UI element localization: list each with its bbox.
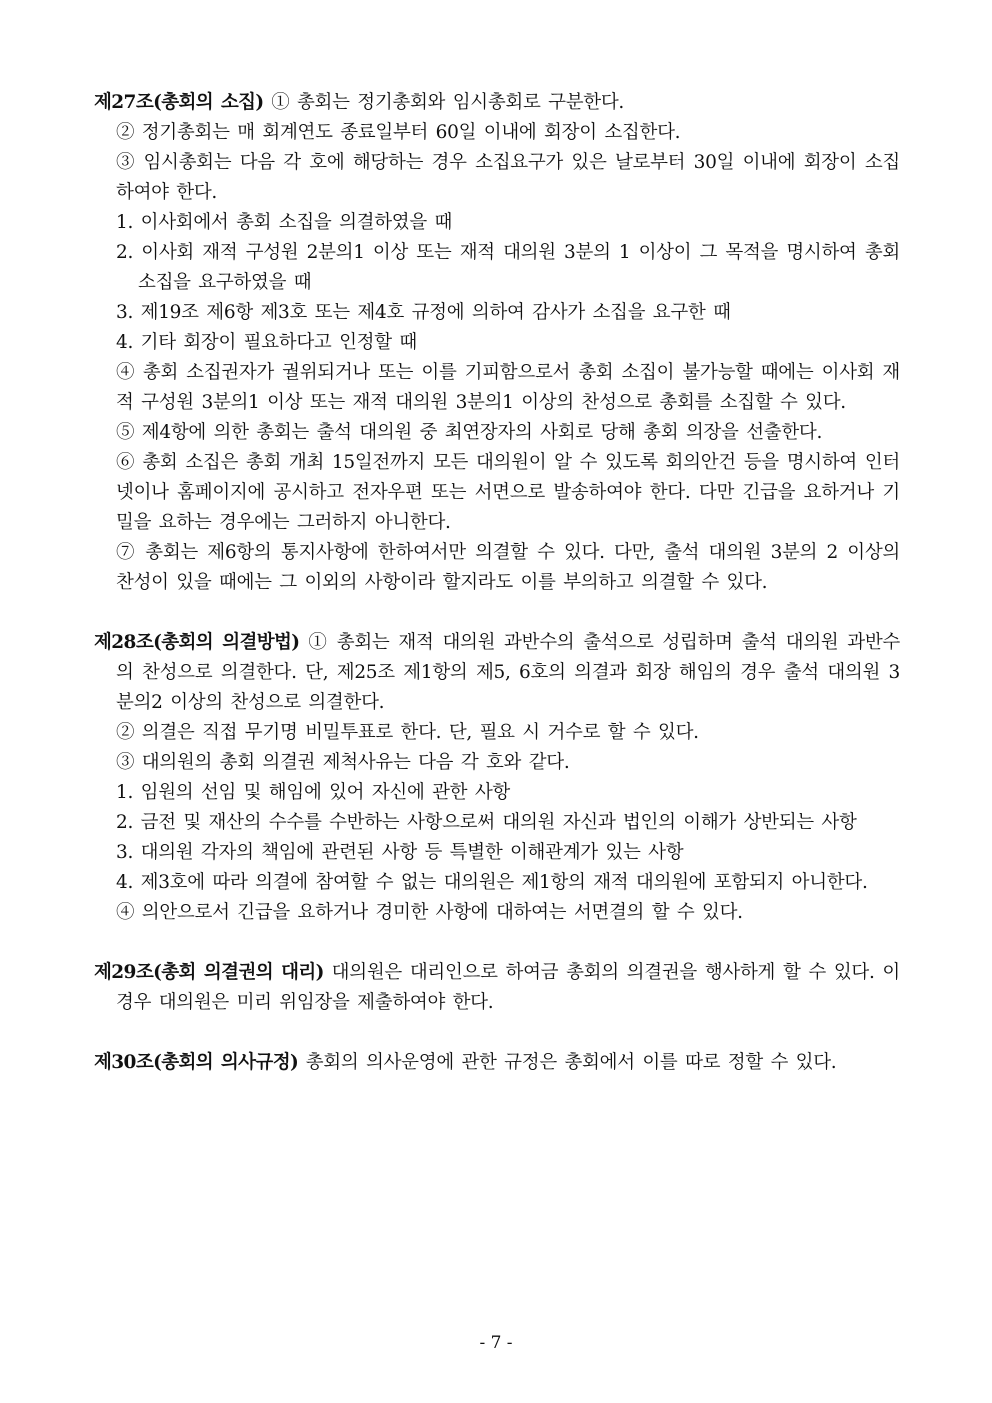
- paragraph: ④ 총회 소집권자가 궐위되거나 또는 이를 기피함으로서 총회 소집이 불가능할 때에는 이사회 재적 구성원 3분의1 이상 또는 재적 대의원 3분의1 이상의 찬성으로 총회를 소집할 수 있다.: [116, 362, 900, 413]
- paragraph: ⑦ 총회는 제6항의 통지사항에 한하여서만 의결할 수 있다. 다만, 출석 대의원 3분의 2 이상의 찬성이 있을 때에는 그 이외의 사항이라 할지라도 이를 부의하고 의결할 수 있다.: [116, 542, 900, 593]
- article-title: 제27조(총회의 소집): [94, 92, 264, 113]
- article-first-clause: 대의원은 대리인으로 하여금 총회의 의결권을 행사하게 할 수 있다. 이 경우 대의원은 미리 위임장을 제출하여야 한다.: [116, 962, 900, 1013]
- paragraph: ③ 임시총회는 다음 각 호에 해당하는 경우 소집요구가 있은 날로부터 30일 이내에 회장이 소집하여야 한다.: [116, 152, 900, 203]
- article-28: [94, 628, 900, 928]
- list-item: 1. 이사회에서 총회 소집을 의결하였을 때: [116, 212, 453, 233]
- spacer: [94, 598, 900, 628]
- spacer: [94, 928, 900, 958]
- document-body: [94, 88, 900, 1078]
- article-heading-line: [94, 628, 900, 718]
- article-heading-line: [94, 88, 900, 118]
- article-first-clause: 총회의 의사운영에 관한 규정은 총회에서 이를 따로 정할 수 있다.: [305, 1052, 837, 1073]
- article-27: [94, 88, 900, 598]
- article-title: 제30조(총회의 의사규정): [94, 1052, 299, 1073]
- article-29: [94, 958, 900, 1018]
- paragraph: ③ 대의원의 총회 의결권 제척사유는 다음 각 호와 같다.: [116, 752, 570, 773]
- paragraph: ⑥ 총회 소집은 총회 개최 15일전까지 모든 대의원이 알 수 있도록 회의안건 등을 명시하여 인터넷이나 홈페이지에 공시하고 전자우편 또는 서면으로 발송하여야 한다. 다만 긴급을 요하거나 기밀을 요하는 경우에는 그러하지 아니한다.: [116, 452, 900, 533]
- page-number: - 7 -: [479, 1333, 513, 1353]
- list-item: 4. 기타 회장이 필요하다고 인정할 때: [116, 332, 417, 353]
- spacer: [94, 1018, 900, 1048]
- paragraph: ⑤ 제4항에 의한 총회는 출석 대의원 중 최연장자의 사회로 당해 총회 의장을 선출한다.: [116, 422, 823, 443]
- list-item: 3. 대의원 각자의 책임에 관련된 사항 등 특별한 이해관계가 있는 사항: [116, 842, 684, 863]
- article-title: 제28조(총회의 의결방법): [94, 632, 300, 653]
- list-item: 4. 제3호에 따라 의결에 참여할 수 없는 대의원은 제1항의 재적 대의원에 포함되지 아니한다.: [116, 872, 868, 893]
- paragraph: ④ 의안으로서 긴급을 요하거나 경미한 사항에 대하여는 서면결의 할 수 있다.: [116, 902, 743, 923]
- paragraph: ② 정기총회는 매 회계연도 종료일부터 60일 이내에 회장이 소집한다.: [116, 122, 681, 143]
- list-item: 1. 임원의 선임 및 해임에 있어 자신에 관한 사항: [116, 782, 510, 803]
- article-title: 제29조(총회 의결권의 대리): [94, 962, 324, 983]
- paragraph: ② 의결은 직접 무기명 비밀투표로 한다. 단, 필요 시 거수로 할 수 있다.: [116, 722, 699, 743]
- list-item: 2. 이사회 재적 구성원 2분의1 이상 또는 재적 대의원 3분의 1 이상이 그 목적을 명시하여 총회 소집을 요구하였을 때: [116, 242, 900, 293]
- article-first-clause: ① 총회는 정기총회와 임시총회로 구분한다.: [271, 92, 624, 113]
- article-heading-line: [94, 1048, 900, 1078]
- list-item: 3. 제19조 제6항 제3호 또는 제4호 규정에 의하여 감사가 소집을 요구한 때: [116, 302, 731, 323]
- article-first-clause: ① 총회는 재적 대의원 과반수의 출석으로 성립하며 출석 대의원 과반수의 찬성으로 의결한다. 단, 제25조 제1항의 제5, 6호의 의결과 회장 해임의 경우 출석 대의원 3분의2 이상의 찬성으로 의결한다.: [116, 632, 900, 713]
- article-30: [94, 1048, 900, 1078]
- article-heading-line: [94, 958, 900, 1018]
- list-item: 2. 금전 및 재산의 수수를 수반하는 사항으로써 대의원 자신과 법인의 이해가 상반되는 사항: [116, 812, 857, 833]
